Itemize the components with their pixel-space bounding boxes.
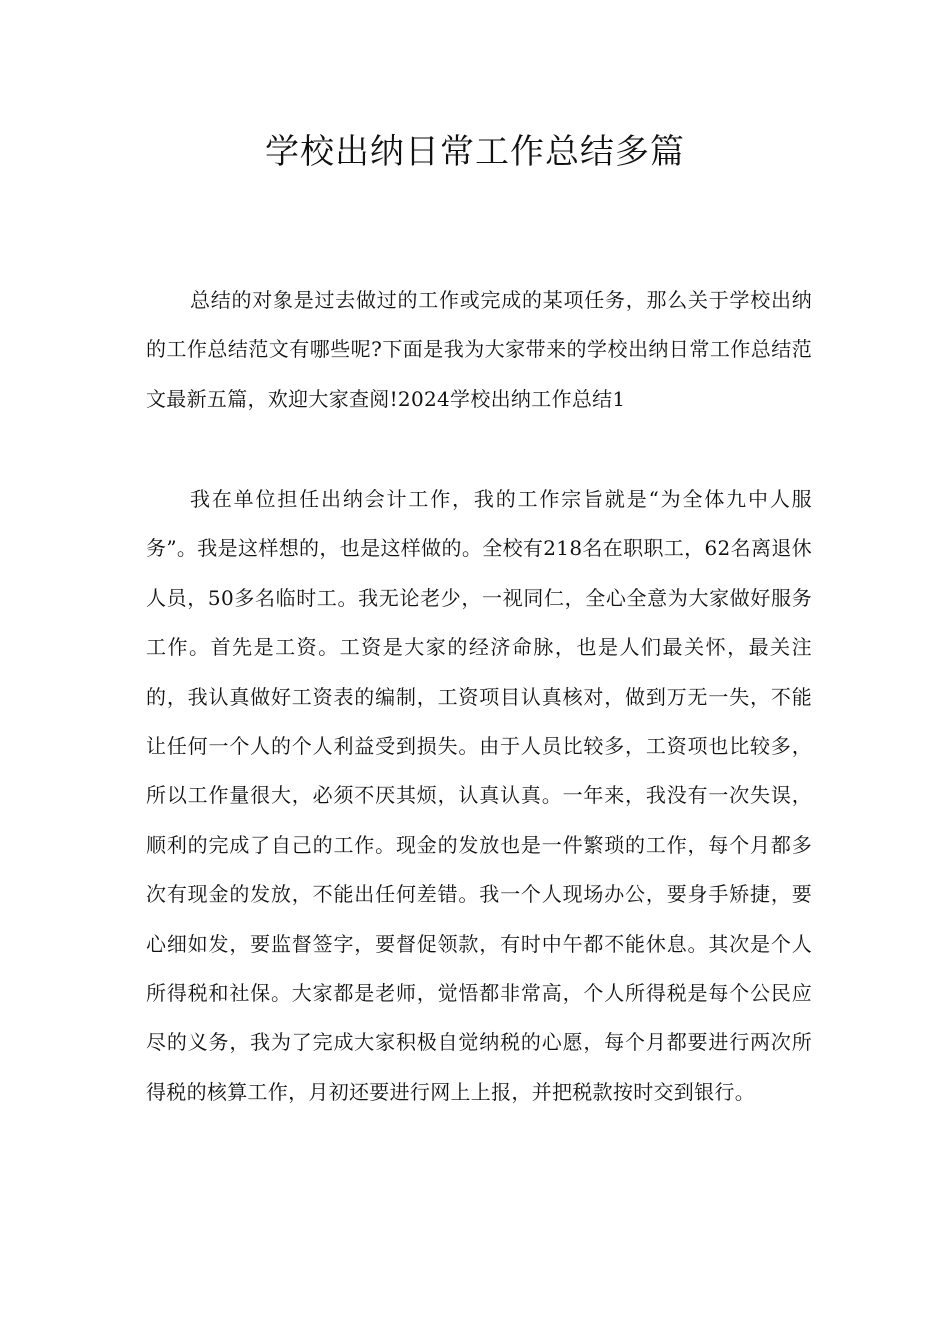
body-paragraph: 我在单位担任出纳会计工作，我的工作宗旨就是“为全体九中人服务”。我是这样想的，也是这样做的。全校有218名在职职工，62名离退休人员，50多名临时工。我无论老少，一视同仁，全心全意为大家做好服务工作。首先是工资。工资是大家的经济命脉，也是人们最关怀，最关注的，我认真做好工资表的编制，工资项目认真核对，做到万无一失，不能让任何一个人的个人利益受到损失。由于人员比较多，工资项也比较多，所以工作量很大，必须不厌其烦，认真认真。一年来，我没有一次失误，顺利的完成了自己的工作。现金的发放也是一件繁琐的工作，每个月都多次有现金的发放，不能出任何差错。我一个人现场办公，要身手矫捷，要心细如发，要监督签字，要督促领款，有时中午都不能休息。其次是个人所得税和社保。大家都是老师，觉悟都非常高，个人所得税是每个公民应尽的义务，我为了完成大家积极自觉纳税的心愿，每个月都要进行两次所得税的核算工作，月初还要进行网上上报，并把税款按时交到银行。 [146,487,812,1104]
document-title: 学校出纳日常工作总结多篇 [265,132,685,172]
intro-paragraph: 总结的对象是过去做过的工作或完成的某项任务，那么关于学校出纳的工作总结范文有哪些呢?下面是我为大家带来的学校出纳日常工作总结范文最新五篇，欢迎大家查阅!2024学校出纳工作总结1 [146,288,812,411]
